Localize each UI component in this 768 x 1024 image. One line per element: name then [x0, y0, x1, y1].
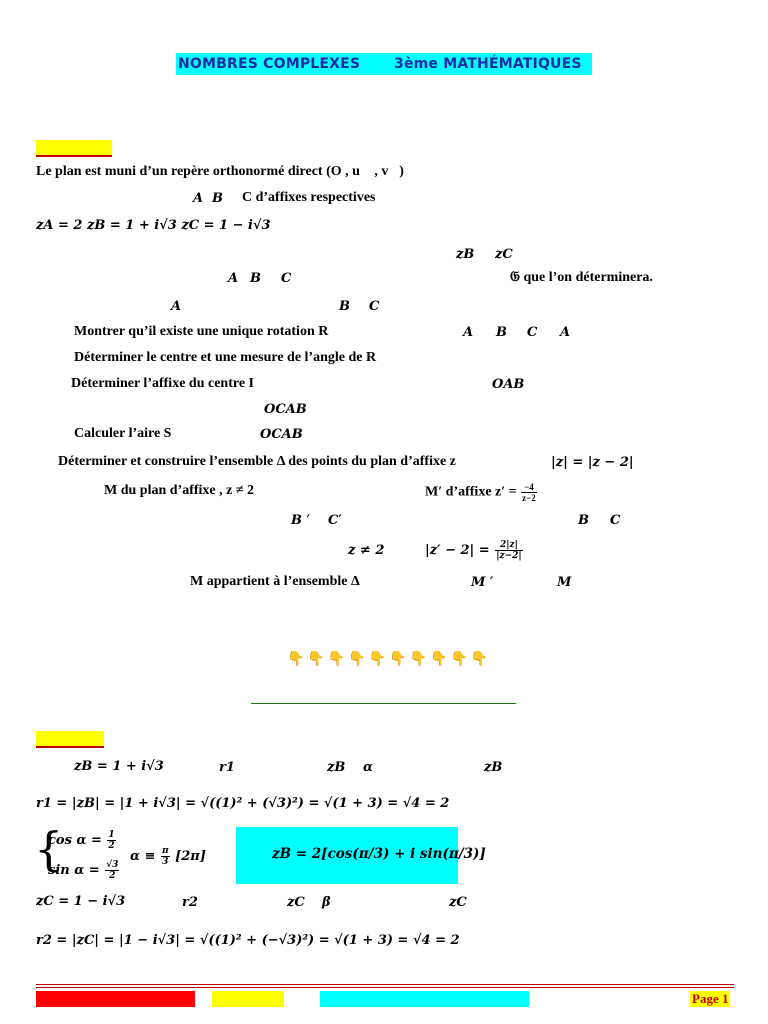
m-end: M	[557, 575, 572, 590]
r1-calculation: r1 = |zB| = |1 + i√3| = √((1)² + (√3)²) = √(1 + 3) = √4 = 2	[36, 796, 450, 811]
page-number: Page 1	[692, 991, 729, 1006]
quad-ocab-2: OCAB	[260, 427, 303, 442]
point-c-end: C	[610, 513, 621, 528]
correction-label-underline	[36, 746, 104, 748]
r2-calculation: r2 = |zC| = |1 − i√3| = √((1)² + (−√3)²) = √(1 + 3) = √4 = 2	[36, 933, 460, 948]
rotation-b: B	[496, 325, 507, 340]
question-centre: Déterminer le centre et une mesure de l’angle de R	[74, 350, 377, 365]
line5-a: A	[228, 271, 239, 286]
line4-zc: zC	[495, 247, 513, 262]
zb-trig-form: zB = 2[cos(π/3) + i sin(π/3)]	[272, 846, 486, 862]
rotation-a: A	[463, 325, 474, 340]
header-left: NOMBRES COMPLEXES	[178, 56, 361, 72]
intro-line: Le plan est muni d’un repère orthonormé direct (O , u⃗ , v⃗)	[36, 164, 404, 179]
m-prime-fraction	[521, 482, 537, 503]
modulus-equation	[425, 540, 524, 561]
line5-end: 𝔊 que l’on déterminera.	[510, 270, 653, 285]
pointing-hands-icon: 👇👇👇👇👇👇👇👇👇👇	[287, 651, 492, 667]
question-point-m: M du plan d’affixe , z ≠ 2	[104, 483, 255, 498]
cos-alpha-line	[48, 830, 117, 851]
footer-yellow-block	[212, 991, 284, 1007]
cos-alpha-label: cos α =	[48, 833, 102, 848]
line6-a: A	[171, 299, 182, 314]
triangle-oab: OAB	[492, 377, 525, 392]
line5-b: B	[250, 271, 261, 286]
z-not-2: z ≠ 2	[348, 543, 385, 558]
rotation-c: C	[527, 325, 538, 340]
modulus-den: |z−2|	[496, 551, 522, 561]
quad-ocab-1: OCAB	[264, 402, 307, 417]
alpha-fraction	[161, 846, 170, 867]
sin-alpha-line	[48, 860, 120, 881]
m-prime-label: M′ d’affixe z′ =	[425, 484, 517, 500]
modulus-num: 2|z|	[495, 540, 522, 551]
point-b-end: B	[578, 513, 589, 528]
question-aire: Calculer l’aire S	[74, 426, 172, 441]
m-prime-num: −4	[521, 482, 537, 493]
point-b-prime: B ′	[291, 513, 310, 528]
question-rotation: Montrer qu’il existe une unique rotation R	[74, 324, 329, 339]
affixes-label: C d’affixes respectives	[242, 190, 376, 205]
line6-c: C	[369, 299, 380, 314]
m-prime-den: z−2	[522, 493, 536, 503]
cos-fraction	[107, 830, 115, 851]
point-a: A	[193, 191, 204, 206]
zb-definition: zB = 1 + i√3	[74, 759, 164, 774]
r2-label: r2	[182, 895, 198, 910]
exercise-label-highlight	[36, 140, 112, 155]
sin-alpha-label: sin α =	[48, 863, 100, 878]
modulus-fraction	[495, 540, 522, 561]
affixes-line: zA = 2 zB = 1 + i√3 zC = 1 − i√3	[36, 218, 271, 233]
zb-label-3: zB	[484, 760, 503, 775]
footer-cyan-block	[320, 991, 529, 1007]
alpha-label: α	[363, 760, 374, 775]
line5-c: C	[281, 271, 292, 286]
question-m-appartient: M appartient à l’ensemble Δ	[190, 574, 360, 589]
page-header	[176, 53, 592, 75]
alpha-num: π	[161, 846, 169, 856]
point-b: B	[212, 191, 223, 206]
question-ensemble: Déterminer et construire l’ensemble Δ des points du plan d’affixe z	[58, 454, 456, 469]
sin-num: √3	[106, 860, 119, 870]
line4-zb: zB	[456, 247, 475, 262]
alpha-den: 3	[162, 857, 169, 867]
m-prime-end: M ′	[471, 575, 494, 590]
alpha-value	[130, 846, 206, 867]
modulus-eq-left: |z′ − 2| =	[425, 543, 490, 558]
footer-red-block	[36, 991, 195, 1007]
footer-line-1	[36, 984, 734, 985]
sin-fraction	[105, 860, 119, 881]
zb-label-2: zB	[327, 760, 346, 775]
correction-label-highlight	[36, 731, 104, 746]
zc-label-3: zC	[449, 895, 467, 910]
ensemble-equation: |z| = |z − 2|	[551, 455, 634, 470]
sin-den: 2	[109, 871, 116, 881]
beta-label: β	[322, 895, 331, 910]
system-brace: {	[34, 822, 64, 876]
cos-num: 1	[108, 830, 115, 840]
zc-definition: zC = 1 − i√3	[36, 894, 126, 909]
point-c-prime: C′	[328, 513, 342, 528]
section-divider	[251, 703, 516, 704]
line6-b: B	[339, 299, 350, 314]
alpha-mod: [2π]	[175, 849, 206, 864]
question-m-prime	[425, 482, 538, 503]
cos-den: 2	[108, 841, 115, 851]
footer-line-2	[36, 987, 734, 988]
rotation-a2: A	[560, 325, 571, 340]
header-right: 3ème MATHÉMATIQUES	[394, 56, 582, 72]
r1-label: r1	[219, 760, 235, 775]
exercise-label-underline	[36, 155, 112, 157]
question-affixe-centre: Déterminer l’affixe du centre I	[71, 376, 254, 391]
zc-label-2: zC	[287, 895, 305, 910]
alpha-eq: α ≡	[130, 849, 156, 864]
